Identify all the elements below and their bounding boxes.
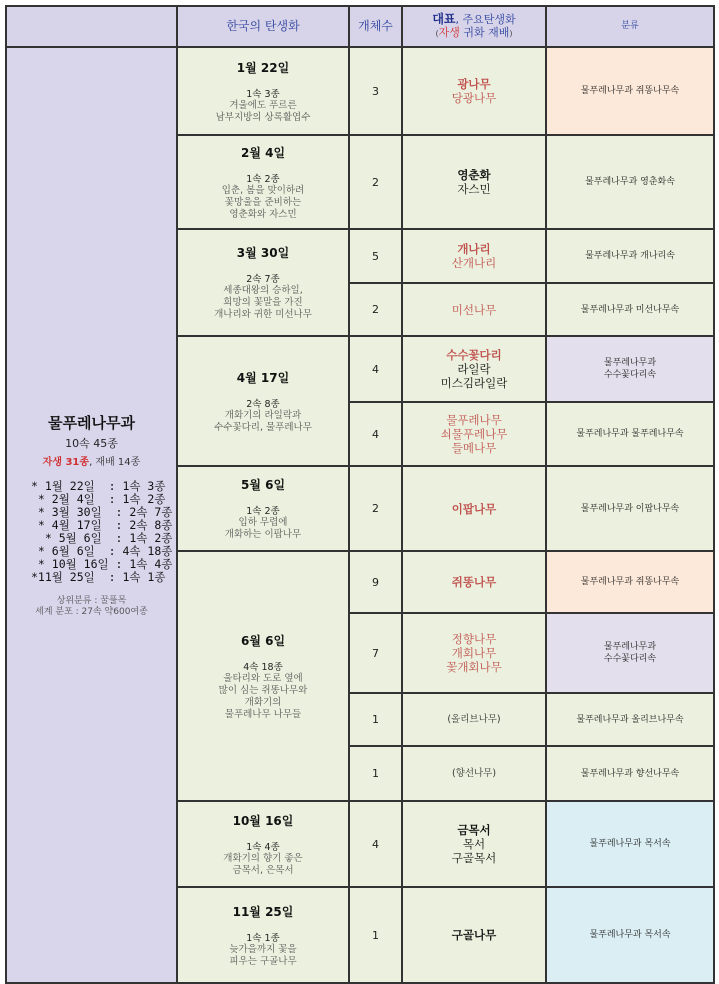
header-row [6,6,714,47]
representative-cell: 금목서 목서 구골목서 [402,801,546,887]
header-blank [6,6,177,47]
classification-cell: 물푸레나무과 미선나무속 [546,283,714,336]
table-row [6,47,714,135]
count-cell: 1 [349,887,402,983]
classification-cell: 물푸레나무과 향선나무속 [546,746,714,801]
count-cell: 7 [349,613,402,693]
classification-cell: 물푸레나무과 쥐똥나무속 [546,551,714,613]
header-count: 개체수 [349,6,402,47]
classification-cell: 물푸레나무과 영춘화속 [546,135,714,229]
classification-cell: 물푸레나무과 개나리속 [546,229,714,283]
list-item: * 4월 17일 : 2속 8종 [31,518,173,532]
date-cell: 1월 22일 1속 3종 겨울에도 푸르른 남부지방의 상록활엽수 [177,47,349,135]
classification-cell: 물푸레나무과 올리브나무속 [546,693,714,746]
count-cell: 4 [349,336,402,402]
count-cell: 4 [349,801,402,887]
count-cell: 3 [349,47,402,135]
representative-cell: (올리브나무) [402,693,546,746]
family-date-list [7,480,176,584]
count-cell: 4 [349,402,402,466]
family-title: 물푸레나무과 [48,414,135,432]
birth-flower-table [5,5,715,984]
representative-cell: 수수꽃다리 라일락 미스김라일락 [402,336,546,402]
classification-cell: 물푸레나무과 목서속 [546,801,714,887]
classification-cell: 물푸레나무과 쥐똥나무속 [546,47,714,135]
representative-cell: 구골나무 [402,887,546,983]
date-cell: 2월 4일 1속 2종 입춘, 봄을 맞이하려 꽃망울을 준비하는 영춘화와 자스민 [177,135,349,229]
count-cell: 2 [349,135,402,229]
list-item: * 3월 30일 : 2속 7종 [31,505,173,519]
date-cell: 4월 17일 2속 8종 개화기의 라일락과 수수꽃다리, 물푸레나무 [177,336,349,466]
representative-cell: 미선나무 [402,283,546,336]
count-cell: 1 [349,693,402,746]
family-count: 10속 45종 [65,437,118,450]
representative-cell: (향선나무) [402,746,546,801]
header-representative: 대표, 주요탄생화 (자생 귀화 재배) [402,6,546,47]
list-item: * 2월 4일 : 1속 2종 [31,492,166,506]
family-native: 자생 31종, 재배 14종 [42,457,141,468]
classification-cell: 물푸레나무과 수수꽃다리속 [546,336,714,402]
date-cell: 6월 6일 4속 18종 울타리와 도로 옆에 많이 심는 쥐똥나무와 개화기의 물푸레나무 나무들 [177,551,349,801]
list-item: * 1월 22일 : 1속 3종 [31,479,166,493]
date-cell: 11월 25일 1속 1종 늦가을까지 꽃을 피우는 구골나무 [177,887,349,983]
count-cell: 1 [349,746,402,801]
representative-cell: 정향나무 개회나무 꽃개회나무 [402,613,546,693]
classification-cell: 물푸레나무과 목서속 [546,887,714,983]
count-cell: 2 [349,283,402,336]
family-summary-cell [6,47,177,983]
family-foot: 상위분류 : 꿀풀목 세계 분포 : 27속 약600여종 [35,596,148,617]
representative-cell: 쥐똥나무 [402,551,546,613]
count-cell: 5 [349,229,402,283]
header-birth-flower: 한국의 탄생화 [177,6,349,47]
classification-cell: 물푸레나무과 이팝나무속 [546,466,714,551]
date-cell: 10월 16일 1속 4종 개화기의 향기 좋은 금목서, 은목서 [177,801,349,887]
date-cell: 3월 30일 2속 7종 세종대왕의 승하일, 희망의 꽃말을 가진 개나리와 귀한 미선나무 [177,229,349,336]
list-item: *11월 25일 : 1속 1종 [31,570,166,584]
header-classification: 분류 [546,6,714,47]
representative-cell: 이팝나무 [402,466,546,551]
date-cell: 5월 6일 1속 2종 입하 무렵에 개화하는 이팝나무 [177,466,349,551]
representative-cell: 물푸레나무 쇠물푸레나무 들메나무 [402,402,546,466]
count-cell: 2 [349,466,402,551]
list-item: * 10월 16일 : 1속 4종 [31,557,173,571]
representative-cell: 개나리 산개나리 [402,229,546,283]
count-cell: 9 [349,551,402,613]
representative-cell: 광나무 당광나무 [402,47,546,135]
representative-cell: 영춘화 자스민 [402,135,546,229]
list-item: * 6월 6일 : 4속 18종 [31,544,173,558]
classification-cell: 물푸레나무과 수수꽃다리속 [546,613,714,693]
classification-cell: 물푸레나무과 물푸레나무속 [546,402,714,466]
list-item: * 5월 6일 : 1속 2종 [31,531,173,545]
